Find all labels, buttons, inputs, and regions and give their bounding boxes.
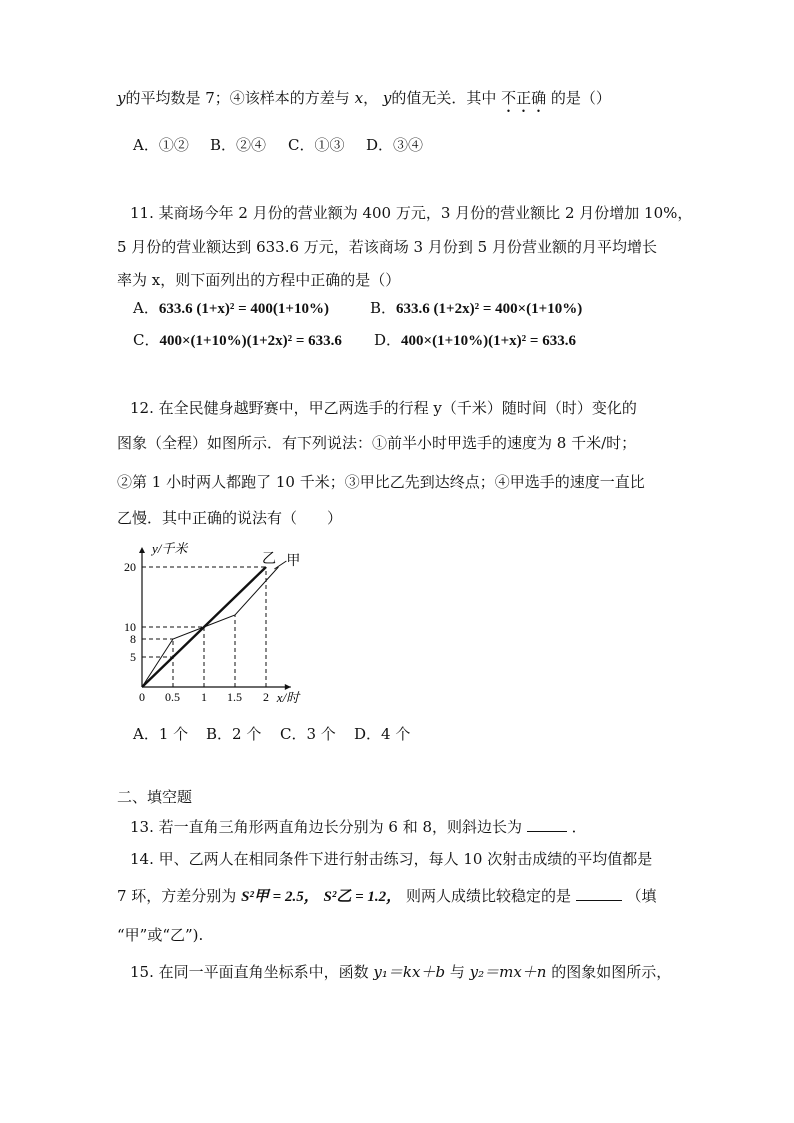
x-tick-label: 0: [139, 690, 145, 704]
q12-option-c: C．3 个: [280, 725, 336, 743]
q12-line-2: 图象（全程）如图所示．有下列说法：①前半小时甲选手的速度为 8 千米/时；: [117, 434, 637, 452]
q11-option-a: [133, 298, 329, 319]
distance-time-chart: [118, 533, 328, 713]
q14-line-2: [117, 886, 657, 907]
option-formula: 633.6 (1+2x)² = 400×(1+10%): [396, 301, 583, 317]
q11-line-3: 率为 x，则下面列出的方程中正确的是（）: [117, 271, 401, 289]
option-label: B．: [370, 299, 397, 317]
section-title: 二、填空题: [117, 788, 193, 806]
q11-line-2: 5 月份的营业额达到 633.6 万元，若该商场 3 月份到 5 月份营业额的月平均增长: [117, 238, 657, 256]
var-y-2: y: [382, 89, 392, 107]
series-label-jia: 甲: [286, 554, 301, 569]
x-tick-label: 2: [263, 690, 269, 704]
q14-text-c: （填: [626, 887, 657, 905]
y-tick-label: 8: [130, 632, 136, 646]
function-y1: y₁＝kx＋b: [373, 963, 446, 981]
x-tick-label: 1: [201, 690, 207, 704]
q14-line-1: 14. 甲、乙两人在相同条件下进行射击练习，每人 10 次射击成绩的平均值都是: [130, 850, 653, 868]
q10-option-c: C．①③: [288, 136, 345, 154]
option-formula: 633.6 (1+x)² = 400(1+10%): [158, 301, 329, 317]
q12-option-a: A．1 个: [133, 725, 189, 743]
q10-stem-a: 的平均数是 7；④该样本的方差与: [125, 89, 350, 107]
option-label: D．: [374, 331, 402, 349]
q14-text-a: 7 环，方差分别为: [117, 887, 237, 905]
q11-option-d: [374, 330, 576, 351]
var-y: y: [117, 89, 126, 107]
variance-jia: S²甲 = 2.5，: [241, 889, 319, 905]
q14-text-b: 则两人成绩比较稳定的是: [405, 887, 571, 905]
q12-line-3: ②第 1 小时两人都跑了 10 千米；③甲比乙先到达终点；④甲选手的速度一直比: [117, 473, 645, 491]
x-axis-label: x/时: [276, 690, 300, 705]
option-label: A．: [133, 299, 159, 317]
q10-stem: y的平均数是 7；④该样本的方差与 x， y的值无关．其中 不正确 的是（）: [117, 89, 611, 107]
q15-line: [130, 962, 671, 982]
q12-option-b: B．2 个: [206, 725, 262, 743]
q13-line: [130, 817, 587, 837]
y-tick-label: 20: [124, 560, 136, 574]
q10-stem-c: 的是（）: [550, 89, 611, 107]
q10-option-d: D．③④: [366, 136, 424, 154]
option-formula: 400×(1+10%)(1+2x)² = 633.6: [159, 333, 342, 349]
x-tick-label: 1.5: [227, 690, 242, 704]
q12-line-4: 乙慢．其中正确的说法有（ ）: [117, 509, 343, 527]
emphasis-not-correct: 不正确: [501, 89, 547, 107]
series-label-yi: 乙: [262, 552, 276, 567]
series-label-jia-pointer: [274, 561, 286, 569]
y-axis-arrow: [139, 547, 145, 553]
series-line-jia: [142, 567, 278, 687]
q13-end: ．: [571, 818, 587, 836]
option-label: C．: [133, 331, 160, 349]
variance-yi: S²乙 = 1.2，: [323, 889, 402, 905]
y-axis-label: y/千米: [152, 541, 188, 556]
q11-option-c: [133, 330, 342, 351]
q15-post: 的图象如图所示，: [551, 963, 672, 981]
y-tick-label: 10: [124, 620, 136, 634]
x-tick-label: 0.5: [165, 690, 180, 704]
q11-line-1: 11. 某商场今年 2 月份的营业额为 400 万元，3 月份的营业额比 2 月份增加 10%，: [130, 204, 693, 222]
q15-pre: 15. 在同一平面直角坐标系中，函数: [130, 963, 369, 981]
q14-line-3: “甲”或“乙”).: [117, 926, 204, 944]
option-formula: 400×(1+10%)(1+x)² = 633.6: [401, 333, 576, 349]
y-tick-label: 5: [130, 650, 136, 664]
function-y2: y₂＝mx＋n: [469, 963, 547, 981]
q15-mid: 与: [449, 963, 465, 981]
q12-option-d: D．4 个: [354, 725, 411, 743]
var-x: x: [354, 89, 364, 107]
q10-option-a: A．①②: [133, 136, 189, 154]
q13-text: 13. 若一直角三角形两直角边长分别为 6 和 8，则斜边长为: [130, 818, 523, 836]
q13-answer-blank[interactable]: [527, 817, 567, 832]
q12-line-1: 12. 在全民健身越野赛中，甲乙两选手的行程 y（千米）随时间（时）变化的: [130, 399, 637, 417]
q10-stem-b: 的值无关．其中: [391, 89, 497, 107]
q10-option-b: B．②④: [210, 136, 267, 154]
q11-option-b: [370, 298, 582, 319]
q14-answer-blank[interactable]: [576, 886, 622, 901]
